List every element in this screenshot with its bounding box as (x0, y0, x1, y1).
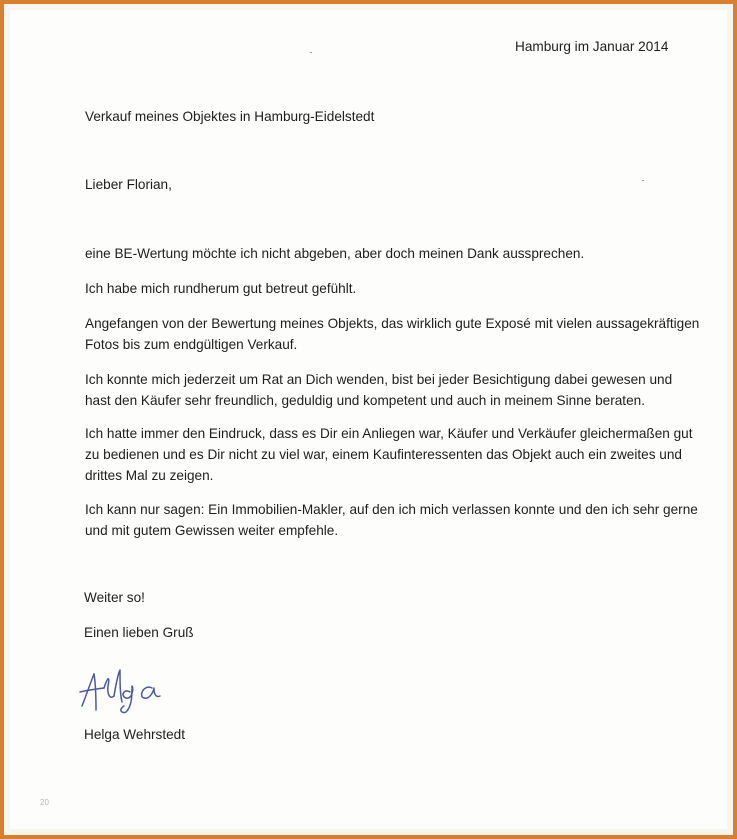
paragraph-line: und mit gutem Gewissen weiter empfehle. (85, 523, 339, 538)
paragraph (85, 423, 705, 486)
paragraph-line: eine BE-Wertung möchte ich nicht abgeben, aber doch meinen Dank aussprechen. (85, 246, 585, 261)
paragraph-line: Ich habe mich rundherum gut betreut gefühlt. (85, 281, 357, 296)
handwritten-signature (74, 666, 184, 716)
closing-line: Einen lieben Gruß (84, 625, 194, 640)
closing-line: Weiter so! (84, 590, 145, 605)
paragraph-line: Fotos bis zum endgültigen Verkauf. (85, 337, 298, 352)
paragraph (85, 369, 705, 411)
paragraph-line: hast den Käufer sehr freundlich, geduldig und kompetent und auch in meinem Sinne beraten. (85, 393, 645, 408)
paragraph-line: Angefangen von der Bewertung meines Objekts, das wirklich gute Exposé mit vielen aussagekräftigen (85, 316, 700, 331)
scan-speck (310, 52, 312, 53)
paragraph-line: drittes Mal zu zeigen. (85, 468, 214, 483)
paragraph (85, 499, 705, 541)
page-number: 20 (40, 798, 49, 807)
paragraph-line: Ich kann nur sagen: Ein Immobilien-Makler, auf den ich mich verlassen konnte und den ich sehr gerne (85, 502, 698, 517)
signer-name: Helga Wehrstedt (84, 727, 185, 742)
signature-strokes (80, 670, 160, 713)
paragraph-line: Ich konnte mich jederzeit um Rat an Dich wenden, bist bei jeder Besichtigung dabei gewesen und (85, 372, 673, 387)
paragraph (85, 243, 584, 264)
letter-date: Hamburg im Januar 2014 (515, 39, 669, 54)
paragraph-line: zu bedienen und es Dir nicht zu viel war, einem Kaufinteressenten das Objekt auch ein zweites und (85, 447, 682, 462)
letter-greeting: Lieber Florian, (85, 177, 172, 192)
paragraph (85, 278, 356, 299)
paragraph-line: Ich hatte immer den Eindruck, dass es Dir ein Anliegen war, Käufer und Verkäufer gleichermaßen gut (85, 426, 693, 441)
letter-subject: Verkauf meines Objektes in Hamburg-Eidelstedt (85, 109, 375, 124)
paragraph (85, 313, 705, 355)
letter-page (10, 10, 727, 829)
scan-speck (642, 180, 644, 181)
